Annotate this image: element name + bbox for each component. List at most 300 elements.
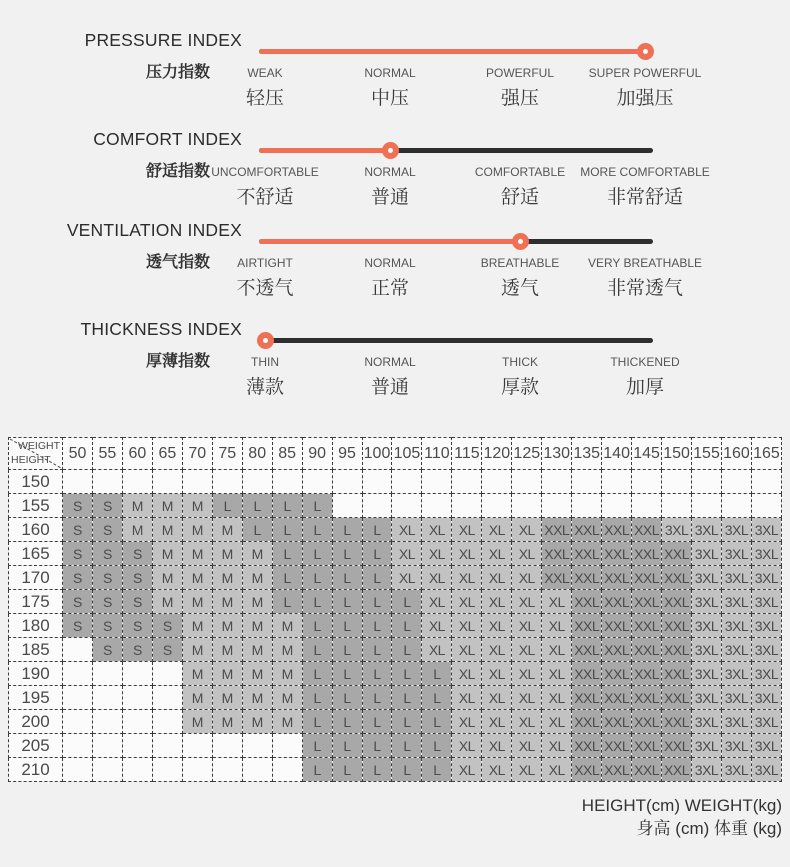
size-cell: L — [332, 734, 362, 758]
weight-header-cell: 65 — [152, 438, 182, 470]
size-cell: 3XL — [692, 638, 722, 662]
size-cell: XL — [512, 518, 542, 542]
size-cell: XL — [482, 566, 512, 590]
index-slider-dot-hole — [263, 338, 268, 343]
size-cell: L — [332, 710, 362, 734]
size-cell: M — [272, 686, 302, 710]
size-cell: XL — [512, 542, 542, 566]
size-cell: L — [332, 686, 362, 710]
size-cell-empty — [452, 494, 482, 518]
size-cell-empty — [63, 710, 93, 734]
size-cell: L — [242, 518, 272, 542]
size-cell: L — [422, 662, 452, 686]
size-cell: XXL — [662, 542, 692, 566]
size-cell: XXL — [602, 758, 632, 782]
table-row-height-200 — [9, 710, 782, 734]
size-cell-empty — [122, 758, 152, 782]
size-cell-empty — [152, 734, 182, 758]
weight-header-cell: 110 — [422, 438, 452, 470]
size-cell: L — [362, 710, 392, 734]
size-cell: L — [362, 734, 392, 758]
size-cell: XXL — [572, 590, 602, 614]
size-cell: S — [122, 566, 152, 590]
table-row-height-185 — [9, 638, 782, 662]
size-cell: XXL — [632, 614, 662, 638]
index-level-label-en: WEAK — [247, 66, 283, 80]
size-cell-empty — [602, 470, 632, 494]
size-cell: L — [272, 494, 302, 518]
size-cell-empty — [92, 686, 122, 710]
size-cell-empty — [212, 758, 242, 782]
size-cell: L — [392, 734, 422, 758]
size-cell: XL — [422, 614, 452, 638]
size-cell-empty — [152, 710, 182, 734]
size-cell: 3XL — [721, 758, 751, 782]
size-cell: 3XL — [751, 638, 781, 662]
index-level-label-en: BREATHABLE — [480, 256, 560, 270]
size-cell: 3XL — [692, 590, 722, 614]
size-cell: S — [92, 590, 122, 614]
size-cell: XL — [512, 614, 542, 638]
size-cell: L — [272, 590, 302, 614]
index-level-label-en: MORE COMFORTABLE — [580, 165, 710, 179]
size-cell: XL — [482, 542, 512, 566]
size-cell: 3XL — [692, 686, 722, 710]
index-title-zh: 压力指数 — [145, 64, 210, 81]
index-slider-track — [259, 239, 653, 244]
size-cell: S — [92, 566, 122, 590]
size-cell-empty — [662, 494, 692, 518]
size-cell: L — [302, 710, 332, 734]
index-slider-track — [259, 338, 653, 343]
size-cell-empty — [182, 734, 212, 758]
weight-header-row — [9, 438, 782, 470]
size-cell: XXL — [602, 518, 632, 542]
size-cell: XXL — [602, 638, 632, 662]
size-cell-empty — [92, 734, 122, 758]
size-cell: M — [182, 494, 212, 518]
size-cell: XXL — [632, 566, 662, 590]
size-cell-empty — [152, 470, 182, 494]
size-cell: M — [212, 662, 242, 686]
height-label-cell: 170 — [9, 566, 63, 590]
size-cell: M — [212, 542, 242, 566]
size-cell: 3XL — [692, 518, 722, 542]
size-cell: 3XL — [751, 518, 781, 542]
index-title-zh: 厚薄指数 — [145, 353, 210, 370]
size-cell-empty — [212, 470, 242, 494]
size-cell: M — [122, 494, 152, 518]
size-cell: S — [63, 566, 93, 590]
index-slider-dot-hole — [518, 239, 523, 244]
size-cell-empty — [272, 734, 302, 758]
size-cell: L — [392, 590, 422, 614]
size-cell: L — [392, 638, 422, 662]
size-cell: XL — [392, 566, 422, 590]
size-cell: L — [302, 590, 332, 614]
size-cell: XXL — [662, 758, 692, 782]
size-cell: XXL — [632, 542, 662, 566]
index-level-label-zh: 轻压 — [245, 88, 285, 109]
size-cell: S — [122, 614, 152, 638]
size-cell-empty — [482, 494, 512, 518]
size-cell: M — [182, 662, 212, 686]
table-row-height-155 — [9, 494, 782, 518]
height-label-cell: 160 — [9, 518, 63, 542]
height-label-cell: 175 — [9, 590, 63, 614]
size-cell: XXL — [632, 638, 662, 662]
size-cell: L — [362, 566, 392, 590]
size-cell-empty — [152, 662, 182, 686]
size-cell-empty — [272, 758, 302, 782]
index-level-label-en: NORMAL — [364, 66, 416, 80]
size-cell-empty — [692, 494, 722, 518]
size-cell: XXL — [632, 518, 662, 542]
size-cell: S — [152, 638, 182, 662]
size-cell: L — [302, 662, 332, 686]
size-cell: 3XL — [751, 734, 781, 758]
size-cell-empty — [751, 494, 781, 518]
size-cell: L — [302, 494, 332, 518]
size-cell-empty — [721, 494, 751, 518]
weight-header-cell: 155 — [692, 438, 722, 470]
size-cell-empty — [122, 470, 152, 494]
size-cell-empty — [572, 494, 602, 518]
weight-header-cell: 160 — [721, 438, 751, 470]
size-cell: XL — [422, 566, 452, 590]
size-cell: L — [332, 590, 362, 614]
index-slider-dot — [512, 233, 529, 250]
index-level-label-en: NORMAL — [364, 165, 416, 179]
size-cell: XXL — [632, 710, 662, 734]
index-level-label-en: THICKENED — [610, 355, 680, 369]
size-cell: L — [332, 518, 362, 542]
size-cell-empty — [572, 470, 602, 494]
size-cell: L — [392, 710, 422, 734]
footer-units-en: HEIGHT(cm) WEIGHT(kg) — [581, 796, 782, 815]
size-cell: 3XL — [662, 518, 692, 542]
size-cell: 3XL — [751, 566, 781, 590]
size-cell: L — [302, 542, 332, 566]
size-cell: L — [272, 518, 302, 542]
weight-header-cell: 55 — [92, 438, 122, 470]
size-cell: M — [212, 638, 242, 662]
size-cell: XL — [452, 758, 482, 782]
weight-header-cell: 105 — [392, 438, 422, 470]
height-label-cell: 190 — [9, 662, 63, 686]
size-cell-empty — [632, 494, 662, 518]
size-cell: L — [362, 686, 392, 710]
size-cell: XL — [542, 638, 572, 662]
index-slider-track — [259, 49, 653, 54]
size-cell: M — [182, 566, 212, 590]
height-label-cell: 150 — [9, 470, 63, 494]
size-cell-empty — [751, 470, 781, 494]
index-level-label-en: POWERFUL — [485, 66, 555, 80]
size-cell: XL — [542, 590, 572, 614]
size-cell: M — [182, 518, 212, 542]
size-cell-empty — [302, 470, 332, 494]
size-cell: XXL — [662, 614, 692, 638]
height-label-cell: 200 — [9, 710, 63, 734]
size-cell: L — [392, 758, 422, 782]
size-cell: L — [302, 638, 332, 662]
size-cell: XL — [452, 542, 482, 566]
size-cell: L — [302, 614, 332, 638]
index-level-label-zh: 非常透气 — [606, 278, 684, 299]
weight-header-cell: 80 — [242, 438, 272, 470]
size-cell: L — [302, 734, 332, 758]
size-cell: XL — [452, 518, 482, 542]
size-cell-empty — [242, 758, 272, 782]
size-cell: L — [242, 494, 272, 518]
size-cell-empty — [152, 686, 182, 710]
size-cell: XL — [482, 734, 512, 758]
size-cell: S — [92, 518, 122, 542]
size-cell: XL — [422, 542, 452, 566]
size-cell: XL — [512, 566, 542, 590]
size-cell: S — [92, 494, 122, 518]
size-cell: XXL — [572, 638, 602, 662]
index-slider-dot — [637, 43, 654, 60]
size-cell-empty — [63, 758, 93, 782]
index-slider-dot — [257, 332, 274, 349]
table-row-height-190 — [9, 662, 782, 686]
weight-header-cell: 140 — [602, 438, 632, 470]
size-cell: M — [152, 566, 182, 590]
size-cell: XXL — [572, 758, 602, 782]
size-cell: XXL — [662, 638, 692, 662]
index-level-label-en: SUPER POWERFUL — [588, 66, 702, 80]
size-cell: 3XL — [692, 542, 722, 566]
size-cell: XL — [482, 518, 512, 542]
size-cell: XL — [512, 662, 542, 686]
size-cell: L — [332, 758, 362, 782]
size-cell: S — [152, 614, 182, 638]
size-cell: M — [182, 614, 212, 638]
size-cell: XXL — [572, 614, 602, 638]
index-level-label-zh: 加厚 — [625, 377, 665, 398]
index-level-label-zh: 薄款 — [245, 377, 285, 398]
index-title-en: VENTILATION INDEX — [66, 220, 242, 240]
index-level-label-zh: 普通 — [370, 187, 410, 208]
size-cell: 3XL — [692, 710, 722, 734]
size-cell-empty — [482, 470, 512, 494]
size-cell-empty — [242, 470, 272, 494]
table-row-height-180 — [9, 614, 782, 638]
index-group-thickness-index — [0, 319, 790, 414]
size-cell: 3XL — [721, 542, 751, 566]
size-cell: 3XL — [721, 710, 751, 734]
size-cell: L — [212, 494, 242, 518]
size-cell: XXL — [632, 758, 662, 782]
size-cell: S — [122, 638, 152, 662]
table-row-height-165 — [9, 542, 782, 566]
size-cell: XXL — [602, 566, 632, 590]
size-cell-empty — [332, 494, 362, 518]
size-cell: M — [182, 710, 212, 734]
size-cell: XL — [482, 638, 512, 662]
size-cell-empty — [92, 758, 122, 782]
size-cell: XXL — [572, 734, 602, 758]
index-level-label-en: VERY BREATHABLE — [587, 256, 703, 270]
size-cell: XXL — [572, 566, 602, 590]
size-cell: XL — [392, 542, 422, 566]
index-group-pressure-index — [0, 30, 790, 125]
size-cell: L — [332, 662, 362, 686]
size-cell-empty — [332, 470, 362, 494]
size-cell: L — [422, 758, 452, 782]
size-cell: XXL — [572, 686, 602, 710]
size-cell: XXL — [602, 590, 632, 614]
size-cell: XL — [512, 590, 542, 614]
size-cell: XXL — [662, 590, 692, 614]
size-cell-empty — [422, 494, 452, 518]
size-cell: XXL — [662, 710, 692, 734]
size-cell: S — [63, 614, 93, 638]
size-cell: M — [272, 614, 302, 638]
size-cell: 3XL — [721, 662, 751, 686]
size-cell: XXL — [572, 710, 602, 734]
weight-header-cell: 90 — [302, 438, 332, 470]
height-label-cell: 180 — [9, 614, 63, 638]
size-cell: XXL — [572, 662, 602, 686]
height-label-cell: 210 — [9, 758, 63, 782]
size-cell: L — [362, 758, 392, 782]
size-cell: S — [92, 638, 122, 662]
size-cell: L — [302, 566, 332, 590]
size-cell: 3XL — [751, 662, 781, 686]
size-cell: 3XL — [721, 590, 751, 614]
size-cell: XXL — [632, 686, 662, 710]
index-title-zh: 透气指数 — [145, 254, 210, 271]
size-cell: L — [362, 662, 392, 686]
size-cell: XL — [512, 686, 542, 710]
size-cell: M — [122, 518, 152, 542]
size-cell: XXL — [542, 542, 572, 566]
corner-height-label: HEIGHT — [11, 454, 51, 466]
weight-header-cell: 165 — [751, 438, 781, 470]
size-cell: M — [242, 686, 272, 710]
table-row-height-150 — [9, 470, 782, 494]
height-label-cell: 195 — [9, 686, 63, 710]
height-label-cell: 185 — [9, 638, 63, 662]
size-cell: L — [422, 710, 452, 734]
size-cell: XL — [482, 710, 512, 734]
weight-header-cell: 75 — [212, 438, 242, 470]
index-slider-dot — [382, 142, 399, 159]
size-cell: XXL — [662, 566, 692, 590]
size-cell: M — [242, 542, 272, 566]
index-slider-dot-hole — [643, 49, 648, 54]
size-cell-empty — [63, 638, 93, 662]
size-cell: L — [272, 566, 302, 590]
size-cell: XL — [422, 638, 452, 662]
size-cell: XL — [512, 638, 542, 662]
size-cell-empty — [122, 710, 152, 734]
index-level-label-zh: 不透气 — [236, 278, 294, 299]
table-row-height-175 — [9, 590, 782, 614]
index-level-label-en: UNCOMFORTABLE — [211, 165, 319, 179]
size-cell: 3XL — [692, 614, 722, 638]
size-cell: L — [302, 518, 332, 542]
size-cell: L — [302, 758, 332, 782]
size-cell: M — [182, 686, 212, 710]
size-cell-empty — [512, 494, 542, 518]
index-level-label-zh: 普通 — [370, 377, 410, 398]
size-cell: XXL — [602, 542, 632, 566]
size-cell: M — [182, 638, 212, 662]
size-cell: XXL — [572, 542, 602, 566]
size-cell: 3XL — [751, 614, 781, 638]
size-cell: M — [242, 638, 272, 662]
size-cell: L — [272, 542, 302, 566]
index-slider-fill — [259, 148, 398, 153]
size-cell-empty — [92, 710, 122, 734]
index-level-label-zh: 非常舒适 — [606, 187, 684, 208]
height-label-cell: 155 — [9, 494, 63, 518]
size-cell: 3XL — [751, 686, 781, 710]
size-cell: XXL — [542, 518, 572, 542]
size-cell: XL — [392, 518, 422, 542]
size-cell-empty — [63, 470, 93, 494]
index-group-comfort-index — [0, 129, 790, 224]
size-cell-empty — [542, 470, 572, 494]
size-cell-empty — [63, 662, 93, 686]
size-cell: XXL — [632, 662, 662, 686]
table-corner-cell — [9, 438, 63, 470]
size-cell: XL — [422, 518, 452, 542]
size-cell: XXL — [602, 686, 632, 710]
size-cell: L — [362, 614, 392, 638]
size-cell: L — [362, 638, 392, 662]
size-cell: XL — [452, 614, 482, 638]
size-cell: XL — [542, 686, 572, 710]
index-title-en: COMFORT INDEX — [93, 129, 242, 149]
size-cell: M — [212, 566, 242, 590]
size-cell-empty — [362, 494, 392, 518]
corner-weight-label: WEIGHT — [18, 440, 60, 452]
table-row-height-195 — [9, 686, 782, 710]
size-cell: L — [422, 734, 452, 758]
size-cell: S — [92, 614, 122, 638]
size-cell: L — [392, 686, 422, 710]
size-cell: M — [182, 590, 212, 614]
size-cell-empty — [272, 470, 302, 494]
weight-header-cell: 115 — [452, 438, 482, 470]
size-cell: M — [242, 710, 272, 734]
size-cell-empty — [602, 494, 632, 518]
size-cell: XL — [542, 734, 572, 758]
size-cell-empty — [92, 662, 122, 686]
size-cell: XXL — [602, 734, 632, 758]
size-cell-empty — [452, 470, 482, 494]
size-cell: L — [392, 662, 422, 686]
size-cell: XXL — [572, 518, 602, 542]
size-cell: L — [332, 566, 362, 590]
size-cell: S — [122, 542, 152, 566]
size-cell-empty — [662, 470, 692, 494]
size-cell: S — [92, 542, 122, 566]
weight-header-cell: 100 — [362, 438, 392, 470]
index-slider-track — [259, 148, 653, 153]
size-cell: M — [242, 614, 272, 638]
size-cell: XL — [482, 662, 512, 686]
index-level-label-zh: 中压 — [370, 88, 410, 109]
size-chart-footer — [582, 795, 782, 841]
size-cell: 3XL — [721, 686, 751, 710]
size-cell: 3XL — [692, 566, 722, 590]
